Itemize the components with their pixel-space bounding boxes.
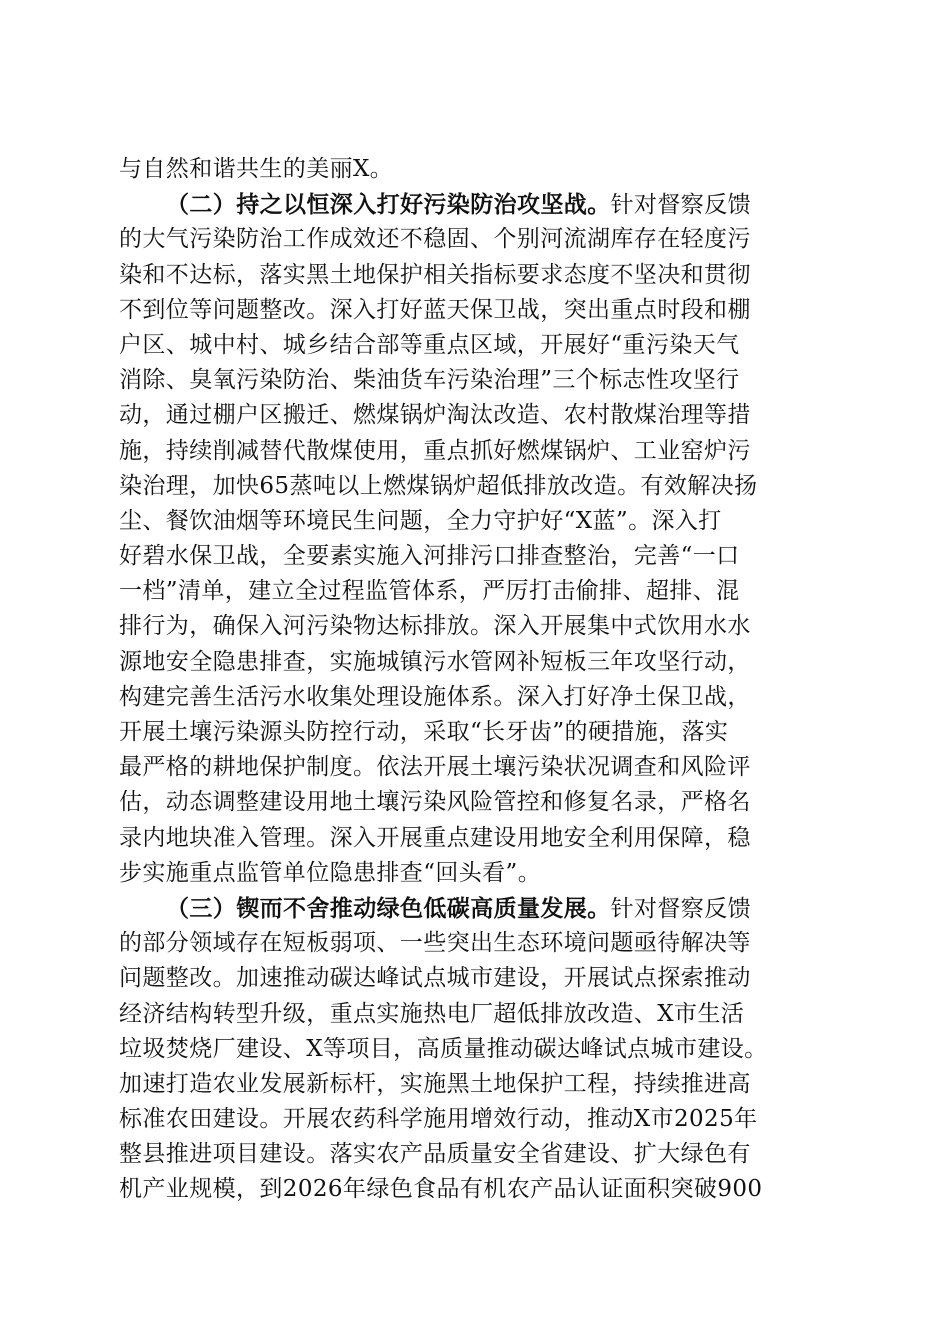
- text-line: [119, 328, 831, 363]
- text-line: [119, 856, 831, 891]
- line-text: 施，持续削减替代散煤使用，重点抓好燃煤锅炉、工业窑炉污: [119, 437, 751, 464]
- line-text: 源地安全隐患排查，实施城镇污水管网补短板三年攻坚行动，: [119, 648, 751, 675]
- line-text: 开展土壤污染源头防控行动，采取“长牙齿”的硬措施，落实: [119, 719, 729, 745]
- text-line: [119, 997, 831, 1032]
- text-line: [119, 961, 831, 996]
- text-line: [119, 926, 831, 961]
- text-line: [119, 715, 831, 750]
- line-text: 一档”清单，建立全过程监管体系，严厉打击偷排、超排、混: [119, 578, 740, 605]
- line-text: 构建完善生活污水收集处理设施体系。深入打好净土保卫战，: [119, 683, 751, 710]
- line-text: 整县推进项目建设。落实农产品质量安全省建设、扩大绿色有: [119, 1141, 751, 1168]
- text-line: [119, 680, 831, 715]
- line-text: 染和不达标，落实黑土地保护相关指标要求态度不坚决和贯彻: [119, 261, 751, 288]
- text-line: [119, 1032, 831, 1067]
- line-text: 与自然和谐共生的美丽X。: [119, 156, 394, 182]
- text-line: [119, 469, 831, 504]
- line-text: 针对督察反馈: [610, 895, 752, 922]
- line-text: 动，通过棚户区搬迁、燃煤锅炉淘汰改造、农村散煤治理等措: [119, 402, 751, 429]
- text-line: [119, 293, 831, 328]
- text-line: [119, 750, 831, 785]
- line-text: 针对督察反馈: [610, 192, 752, 219]
- text-line: [119, 258, 831, 293]
- text-line: [119, 539, 831, 574]
- text-line: [119, 785, 831, 820]
- line-text: 户区、城中村、城乡结合部等重点区域，开展好“重污染天气: [119, 331, 740, 358]
- section-heading-line: [119, 187, 831, 222]
- document-body: [119, 152, 831, 1208]
- text-line: [119, 363, 831, 398]
- text-line: [119, 574, 831, 609]
- text-line: [119, 1172, 831, 1207]
- line-text: 的部分领域存在短板弱项、一些突出生态环境问题亟待解决等: [119, 930, 751, 957]
- line-text: 染治理，加快65蒸吨以上燃煤锅炉超低排放改造。有效解决扬: [119, 472, 758, 499]
- line-text: 垃圾焚烧厂建设、X等项目，高质量推动碳达峰试点城市建设。: [119, 1035, 768, 1062]
- line-text: 问题整改。加速推动碳达峰试点城市建设，开展试点探索推动: [119, 965, 751, 992]
- line-text: 消除、臭氧污染防治、柴油货车污染治理”三个标志性攻坚行: [119, 367, 740, 394]
- text-line: [119, 398, 831, 433]
- text-line: [119, 1067, 831, 1102]
- section-heading-line: [119, 891, 831, 926]
- text-line: [119, 1102, 831, 1137]
- line-text: 经济结构转型升级，重点实施热电厂超低排放改造、X市生活: [119, 1000, 745, 1027]
- text-line: [119, 609, 831, 644]
- line-text: 估，动态调整建设用地土壤污染风险管控和修复名录，严格名: [119, 789, 751, 816]
- line-text: 机产业规模，到2026年绿色食品有机农产品认证面积突破900: [119, 1176, 763, 1203]
- text-line: [119, 222, 831, 257]
- text-line: [119, 1137, 831, 1172]
- line-text: 排行为，确保入河污染物达标排放。深入开展集中式饮用水水: [119, 613, 751, 640]
- section-heading: （三）锲而不舍推动绿色低碳高质量发展。: [166, 894, 611, 922]
- line-text: 步实施重点监管单位隐患排查“回头看”。: [119, 859, 542, 886]
- text-line: [119, 821, 831, 856]
- line-text: 的大气污染防治工作成效还不稳固、个别河流湖库存在轻度污: [119, 226, 751, 253]
- section-heading: （二）持之以恒深入打好污染防治攻坚战。: [166, 191, 611, 219]
- line-text: 标准农田建设。开展农药科学施用增效行动，推动X市2025年: [119, 1106, 758, 1133]
- line-text: 尘、餐饮油烟等环境民生问题，全力守护好“X蓝”。深入打: [119, 507, 722, 534]
- text-line: [119, 645, 831, 680]
- line-text: 最严格的耕地保护制度。依法开展土壤污染状况调查和风险评: [119, 754, 751, 781]
- text-line: [119, 152, 831, 187]
- text-line: [119, 434, 831, 469]
- line-text: 好碧水保卫战，全要素实施入河排污口排查整治，完善“一口: [119, 543, 740, 570]
- line-text: 加速打造农业发展新标杆，实施黑土地保护工程，持续推进高: [119, 1070, 751, 1097]
- line-text: 不到位等问题整改。深入打好蓝天保卫战，突出重点时段和棚: [119, 296, 751, 323]
- text-line: [119, 504, 831, 539]
- line-text: 录内地块准入管理。深入开展重点建设用地安全利用保障，稳: [119, 824, 751, 851]
